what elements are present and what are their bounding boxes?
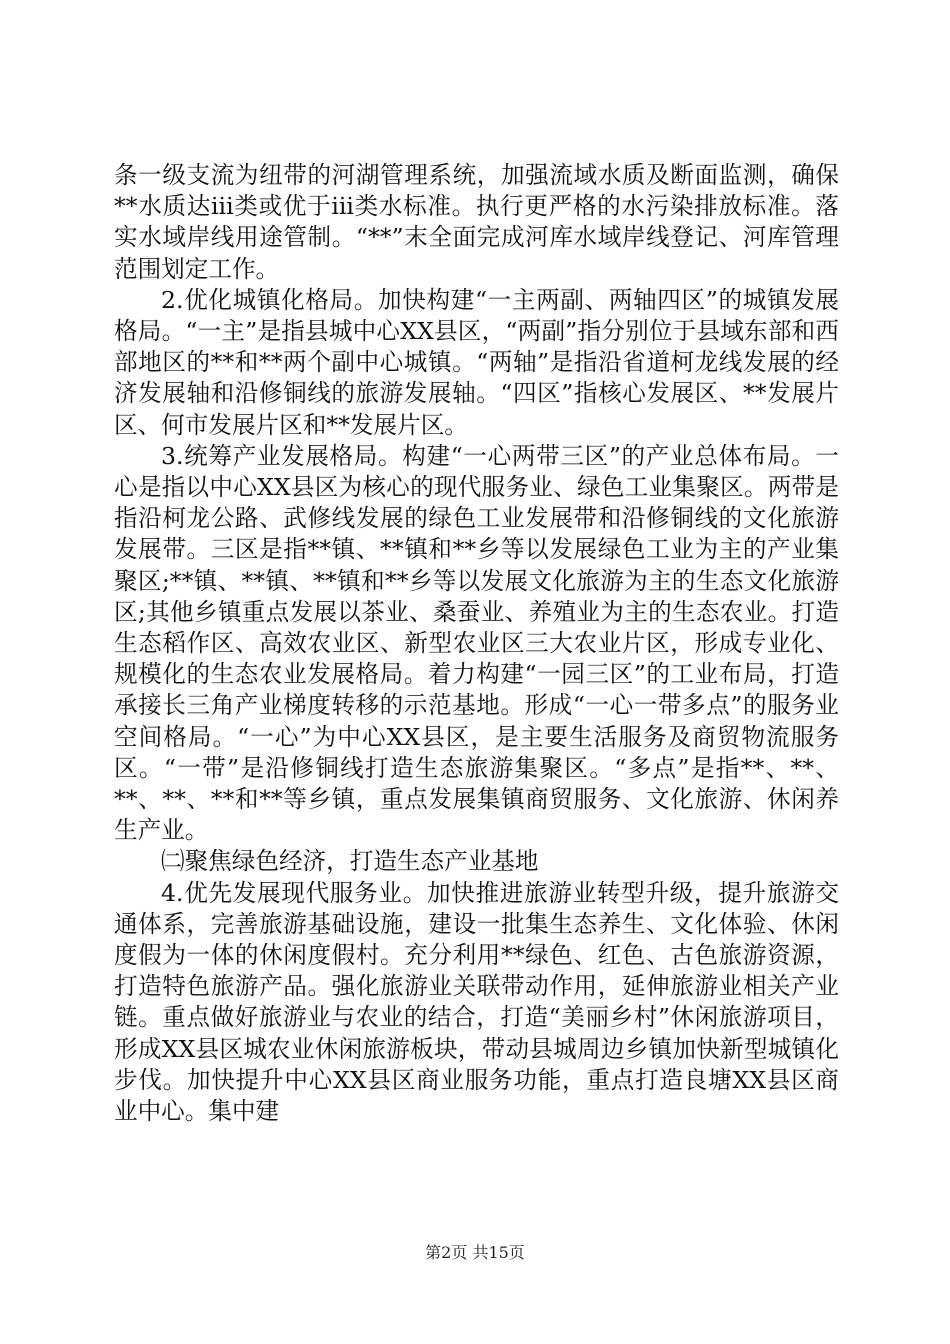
paragraph-continuation: 条一级支流为纽带的河湖管理系统，加强流域水质及断面监测，确保**水质达iii类或优于iii类水标准。执行更严格的水污染排放标准。落实水域岸线用途管制。“**”末全面完成河库水域岸线登记、河库管理范围划定工作。 xyxy=(114,161,839,283)
paragraph-modern-services: 4.优先发展现代服务业。加快推进旅游业转型升级，提升旅游交通体系，完善旅游基础设施，建设一批集生态养生、文化体验、休闲度假为一体的休闲度假村。充分利用**绿色、红色、古色旅游资源，打造特色旅游产品。强化旅游业关联带动作用，延伸旅游业相关产业链。重点做好旅游业与农业的结合，打造“美丽乡村”休闲旅游项目，形成XX县区城农业休闲旅游板块，带动县城周边乡镇加快新型城镇化步伐。加快提升中心XX县区商业服务功能，重点打造良塘XX县区商业中心。集中建 xyxy=(114,878,839,1126)
paragraph-industry-layout: 3.统筹产业发展格局。构建“一心两带三区”的产业总体布局。一心是指以中心XX县区为核心的现代服务业、绿色工业集聚区。两带是指沿柯龙公路、武修线发展的绿色工业发展带和沿修铜线的文化旅游发展带。三区是指**镇、**镇和**乡等以发展绿色工业为主的产业集聚区;**镇、**镇、**镇和**乡等以发展文化旅游为主的生态文化旅游区;其他乡镇重点发展以茶业、桑蚕业、养殖业为主的生态农业。打造生态稻作区、高效农业区、新型农业区三大农业片区，形成专业化、规模化的生态农业发展格局。着力构建“一园三区”的工业布局，打造承接长三角产业梯度转移的示范基地。形成“一心一带多点”的服务业空间格局。“一心”为中心XX县区，是主要生活服务及商贸物流服务区。“一带”是沿修铜线打造生态旅游集聚区。“多点”是指**、**、**、**、**和**等乡镇，重点发展集镇商贸服务、文化旅游、休闲养生产业。 xyxy=(114,441,839,845)
page-footer xyxy=(0,1240,950,1263)
page-number: 第2页 共15页 xyxy=(425,1243,525,1262)
section-heading-green-economy: ㈡聚焦绿色经济，打造生态产业基地 xyxy=(161,847,539,876)
paragraph-urbanization-layout: 2.优化城镇化格局。加快构建“一主两副、两轴四区”的城镇发展格局。“一主”是指县城中心XX县区，“两副”指分别位于县域东部和西部地区的**和**两个副中心城镇。“两轴”是指沿省道柯龙线发展的经济发展轴和沿修铜线的旅游发展轴。“四区”指核心发展区、**发展片区、何市发展片区和**发展片区。 xyxy=(114,285,839,439)
document-body xyxy=(114,160,839,1127)
